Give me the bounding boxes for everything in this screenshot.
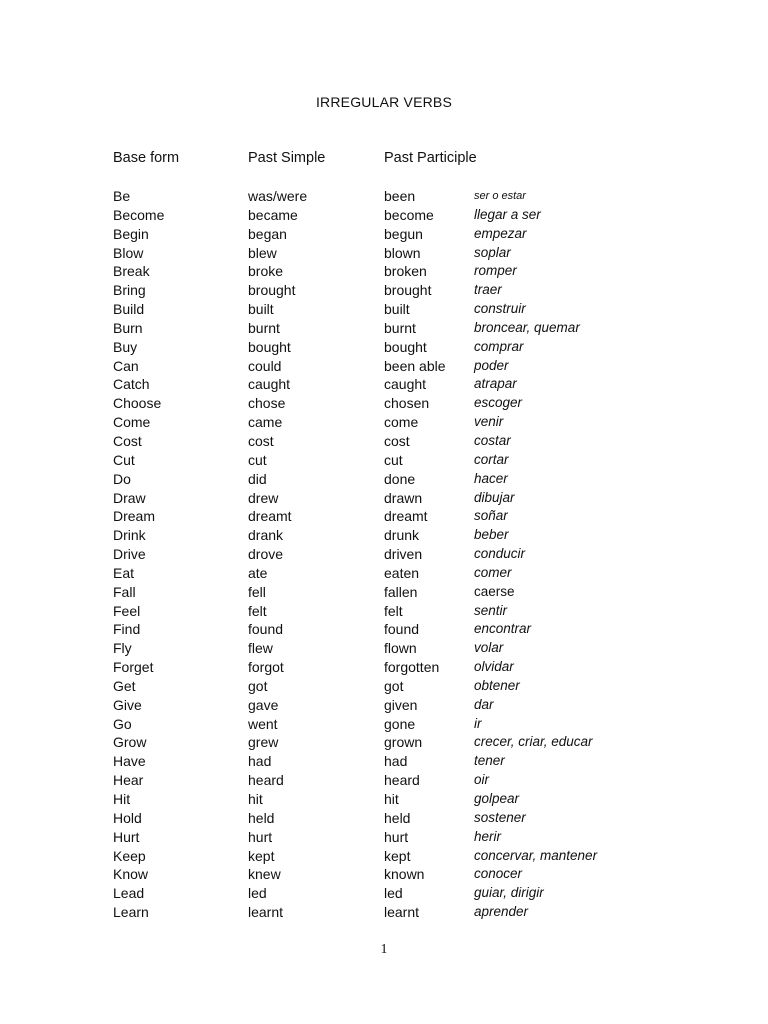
past-simple-cell: cost <box>248 432 274 449</box>
past-participle-cell: become <box>384 206 434 223</box>
past-simple-cell: could <box>248 357 282 374</box>
verb-row <box>0 602 768 621</box>
past-simple-cell: drank <box>248 527 284 544</box>
base-form-cell: Can <box>113 357 139 374</box>
verb-row <box>0 620 768 639</box>
verb-row <box>0 357 768 376</box>
base-form-cell: Blow <box>113 244 144 261</box>
base-form-cell: Fly <box>113 640 132 657</box>
verb-row <box>0 639 768 658</box>
past-participle-cell: brought <box>384 282 432 299</box>
past-simple-cell: caught <box>248 376 291 393</box>
base-form-cell: Bring <box>113 282 146 299</box>
past-simple-cell: drove <box>248 546 284 563</box>
past-simple-cell: broke <box>248 263 284 280</box>
translation-cell: comer <box>474 564 512 580</box>
base-form-cell: Have <box>113 753 146 770</box>
base-form-cell: Know <box>113 866 149 883</box>
past-participle-cell: been <box>384 188 416 204</box>
past-participle-cell: broken <box>384 263 427 280</box>
translation-cell: empezar <box>474 225 527 241</box>
base-form-cell: Find <box>113 621 141 638</box>
base-form-cell: Begin <box>113 225 149 242</box>
past-participle-cell: chosen <box>384 395 430 412</box>
translation-cell: conducir <box>474 546 526 562</box>
verb-row <box>0 564 768 583</box>
past-participle-cell: held <box>384 809 411 826</box>
past-participle-cell: begun <box>384 225 423 242</box>
page-number: 1 <box>380 942 388 957</box>
translation-cell: beber <box>474 527 509 543</box>
past-participle-cell: forgotten <box>384 659 440 676</box>
past-simple-cell: fell <box>248 583 266 600</box>
base-form-cell: Build <box>113 301 145 318</box>
past-simple-cell: ate <box>248 564 268 581</box>
base-form-cell: Feel <box>113 602 141 619</box>
past-participle-cell: learnt <box>384 904 420 921</box>
past-participle-cell: flown <box>384 640 417 657</box>
past-simple-cell: drew <box>248 489 279 506</box>
translation-cell: concervar, mantener <box>474 847 598 863</box>
past-simple-cell: went <box>248 715 278 732</box>
base-form-cell: Go <box>113 715 132 732</box>
past-simple-cell: held <box>248 809 275 826</box>
translation-cell: oir <box>474 772 490 788</box>
verb-row <box>0 489 768 508</box>
translation-cell: comprar <box>474 338 524 354</box>
verb-row <box>0 903 768 922</box>
translation-cell: venir <box>474 414 504 430</box>
past-simple-cell: chose <box>248 395 286 412</box>
past-participle-cell: led <box>384 885 403 902</box>
verb-row <box>0 696 768 715</box>
past-simple-cell: did <box>248 470 267 487</box>
past-simple-cell: kept <box>248 847 275 864</box>
base-form-cell: Catch <box>113 376 150 393</box>
translation-cell: volar <box>474 640 504 656</box>
verb-row <box>0 771 768 790</box>
translation-cell: cortar <box>474 451 509 467</box>
translation-cell: obtener <box>474 677 520 693</box>
past-participle-cell: cut <box>384 451 403 468</box>
translation-cell: construir <box>474 301 526 317</box>
past-simple-cell: bought <box>248 338 291 355</box>
past-simple-cell: gave <box>248 696 279 713</box>
past-simple-cell: blew <box>248 244 277 261</box>
past-participle-cell: burnt <box>384 319 416 336</box>
verb-row <box>0 828 768 847</box>
translation-cell: romper <box>474 263 517 279</box>
past-participle-cell: cost <box>384 432 410 449</box>
base-form-cell: Cost <box>113 432 142 449</box>
base-form-cell: Eat <box>113 564 135 581</box>
past-simple-cell: flew <box>248 640 273 657</box>
verb-row <box>0 507 768 526</box>
past-participle-cell: known <box>384 866 425 883</box>
translation-cell: traer <box>474 282 502 298</box>
translation-cell: conocer <box>474 866 523 882</box>
base-form-cell: Dream <box>113 508 156 525</box>
translation-cell: broncear, quemar <box>474 319 580 335</box>
base-form-cell: Learn <box>113 904 149 921</box>
verb-row <box>0 752 768 771</box>
base-form-cell: Cut <box>113 451 135 468</box>
verb-row <box>0 545 768 564</box>
base-form-cell: Forget <box>113 659 154 676</box>
past-simple-cell: found <box>248 621 284 638</box>
base-form-cell: Drive <box>113 546 146 563</box>
base-form-cell: Keep <box>113 847 146 864</box>
translation-cell: golpear <box>474 791 520 806</box>
translation-cell: aprender <box>474 904 529 920</box>
past-simple-cell: became <box>248 206 298 223</box>
base-form-cell: Lead <box>113 885 145 902</box>
base-form-cell: Hear <box>113 772 144 789</box>
verb-row <box>0 809 768 828</box>
verb-row <box>0 733 768 752</box>
past-simple-cell: got <box>248 677 268 694</box>
page-title: IRREGULAR VERBS <box>315 94 453 110</box>
translation-cell: ir <box>474 715 482 731</box>
past-simple-cell: cut <box>248 451 267 468</box>
past-simple-cell: began <box>248 225 287 242</box>
past-simple-cell: hurt <box>248 828 273 845</box>
base-form-cell: Hit <box>113 791 131 807</box>
translation-cell: tener <box>474 753 505 769</box>
translation-cell: sostener <box>474 809 526 825</box>
base-form-cell: Burn <box>113 319 143 336</box>
base-form-cell: Choose <box>113 395 162 412</box>
verb-row <box>0 865 768 884</box>
verb-row <box>0 432 768 451</box>
verb-row <box>0 413 768 432</box>
past-participle-cell: come <box>384 414 419 431</box>
header-past-participle: Past Participle <box>384 150 477 166</box>
verb-row <box>0 583 768 602</box>
past-simple-cell: learnt <box>248 904 284 921</box>
translation-cell: atrapar <box>474 376 517 392</box>
translation-cell: ser o estar <box>474 190 526 202</box>
base-form-cell: Break <box>113 263 150 280</box>
past-participle-cell: bought <box>384 338 427 355</box>
verb-row <box>0 375 768 394</box>
translation-cell: soplar <box>474 244 511 260</box>
base-form-cell: Be <box>113 188 131 204</box>
past-participle-cell: felt <box>384 602 403 619</box>
past-simple-cell: heard <box>248 772 284 789</box>
past-simple-cell: came <box>248 414 283 431</box>
past-participle-cell: grown <box>384 734 423 751</box>
verb-row <box>0 790 768 809</box>
past-simple-cell: burnt <box>248 319 280 336</box>
past-simple-cell: built <box>248 301 274 318</box>
verb-row <box>0 526 768 545</box>
past-simple-cell: forgot <box>248 659 284 676</box>
past-participle-cell: had <box>384 753 408 770</box>
verb-row <box>0 715 768 734</box>
translation-cell: llegar a ser <box>474 206 541 222</box>
verb-row <box>0 451 768 470</box>
verb-row <box>0 225 768 244</box>
past-participle-cell: eaten <box>384 564 420 581</box>
verb-row <box>0 394 768 413</box>
base-form-cell: Grow <box>113 734 147 751</box>
past-participle-cell: got <box>384 677 404 694</box>
past-simple-cell: felt <box>248 602 267 619</box>
past-simple-cell: knew <box>248 866 281 883</box>
base-form-cell: Draw <box>113 489 146 506</box>
base-form-cell: Buy <box>113 338 138 355</box>
past-participle-cell: given <box>384 696 418 713</box>
past-participle-cell: found <box>384 621 420 638</box>
verb-list <box>0 187 768 922</box>
verb-row <box>0 658 768 677</box>
base-form-cell: Do <box>113 470 131 487</box>
base-form-cell: Become <box>113 206 165 223</box>
translation-cell: encontrar <box>474 621 532 637</box>
past-participle-cell: hurt <box>384 828 409 845</box>
verb-row <box>0 244 768 263</box>
translation-cell: hacer <box>474 470 508 486</box>
translation-cell: escoger <box>474 395 523 411</box>
base-form-cell: Drink <box>113 527 146 544</box>
past-participle-cell: gone <box>384 715 416 732</box>
past-participle-cell: drawn <box>384 489 423 506</box>
verb-row <box>0 470 768 489</box>
base-form-cell: Come <box>113 414 151 431</box>
past-simple-cell: brought <box>248 282 296 299</box>
past-simple-cell: had <box>248 753 272 770</box>
past-participle-cell: blown <box>384 244 421 261</box>
past-simple-cell: dreamt <box>248 508 292 525</box>
base-form-cell: Get <box>113 677 136 694</box>
header-base-form: Base form <box>113 150 180 166</box>
past-participle-cell: drunk <box>384 527 420 544</box>
past-participle-cell: caught <box>384 376 427 393</box>
verb-row <box>0 262 768 281</box>
verb-row <box>0 281 768 300</box>
base-form-cell: Hold <box>113 809 142 826</box>
past-participle-cell: fallen <box>384 583 418 600</box>
translation-cell: sentir <box>474 602 508 618</box>
past-simple-cell: was/were <box>248 188 308 204</box>
past-participle-cell: kept <box>384 847 411 864</box>
verb-row <box>0 677 768 696</box>
past-participle-cell: heard <box>384 772 420 789</box>
base-form-cell: Give <box>113 696 142 713</box>
translation-cell: herir <box>474 828 502 844</box>
translation-cell: dar <box>474 696 494 712</box>
translation-cell: costar <box>474 432 511 448</box>
translation-cell: guiar, dirigir <box>474 885 544 901</box>
past-participle-cell: done <box>384 470 416 487</box>
verb-row <box>0 300 768 319</box>
translation-cell: crecer, criar, educar <box>474 734 593 750</box>
translation-cell: caerse <box>474 583 515 599</box>
verb-row <box>0 338 768 357</box>
column-headers <box>0 150 768 170</box>
past-participle-cell: dreamt <box>384 508 428 525</box>
past-simple-cell: led <box>248 885 267 902</box>
translation-cell: dibujar <box>474 489 515 505</box>
verb-row <box>0 206 768 225</box>
base-form-cell: Hurt <box>113 828 140 845</box>
past-participle-cell: hit <box>384 791 399 807</box>
base-form-cell: Fall <box>113 583 136 600</box>
translation-cell: soñar <box>474 508 508 524</box>
past-participle-cell: driven <box>384 546 423 563</box>
verb-row <box>0 319 768 338</box>
translation-cell: olvidar <box>474 659 514 675</box>
past-participle-cell: built <box>384 301 410 318</box>
verb-row <box>0 847 768 866</box>
translation-cell: poder <box>474 357 509 373</box>
verb-row <box>0 187 768 206</box>
verb-row <box>0 884 768 903</box>
past-participle-cell: been able <box>384 357 446 374</box>
past-simple-cell: grew <box>248 734 279 751</box>
past-simple-cell: hit <box>248 791 263 807</box>
header-past-simple: Past Simple <box>248 150 326 166</box>
